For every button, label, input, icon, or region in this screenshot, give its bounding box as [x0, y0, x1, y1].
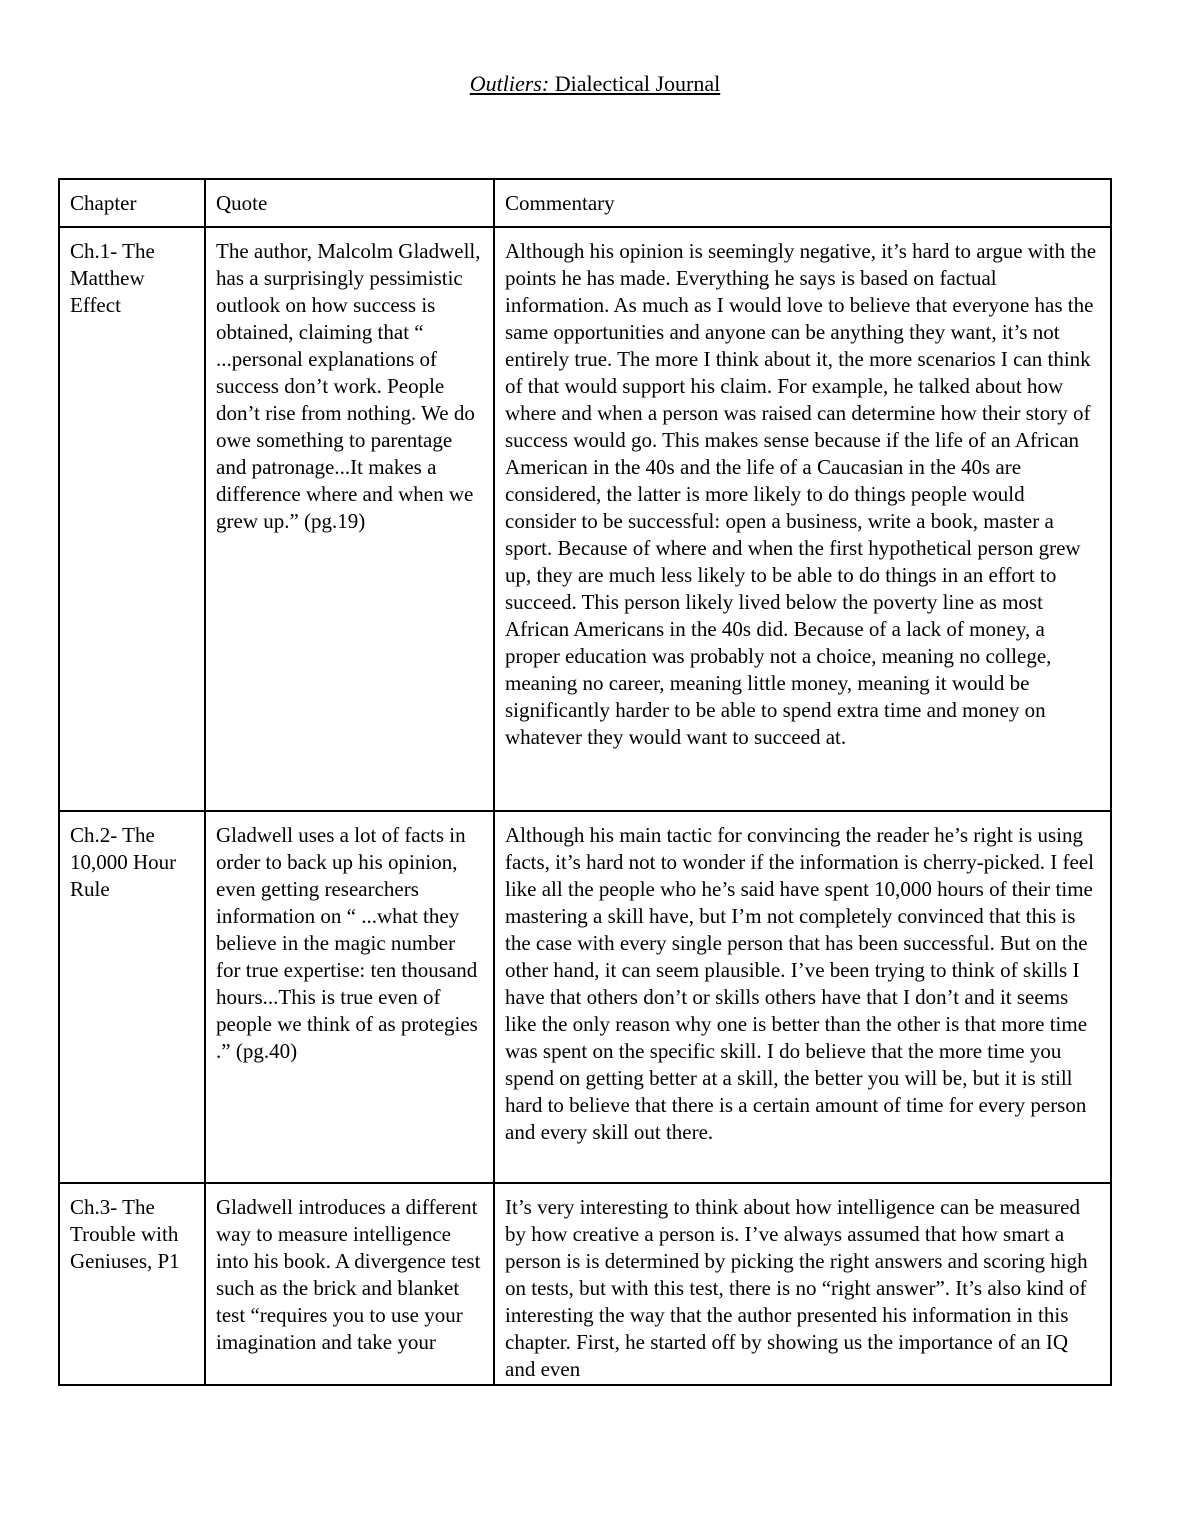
journal-table — [58, 178, 1112, 1386]
chapter-cell: Ch.1- The Matthew Effect — [59, 227, 205, 811]
commentary-cell: Although his main tactic for convincing the reader he’s right is using facts, it’s hard not to wonder if the information is cherry-picked. I feel like all the people who he’s said have spent 10,000 hours of their time mastering a skill have, but I’m not completely convinced that this is the case with every single person that has been successful. But on the other hand, it can seem plausible. I’ve been trying to think of skills I have that others don’t or skills others have that I don’t and it seems like the only reason why one is better than the other is that more time was spent on the specific skill. I do believe that the more time you spend on getting better at a skill, the better you will be, but it is still hard to believe that there is a certain amount of time for every person and every skill out there. — [494, 811, 1111, 1183]
header-quote: Quote — [205, 179, 494, 227]
table-row — [59, 811, 1111, 1183]
commentary-cell: Although his opinion is seemingly negative, it’s hard to argue with the points he has made. Everything he says is based on factual information. As much as I would love to believe that everyone has the same opportunities and anyone can be anything they want, it’s not entirely true. The more I think about it, the more scenarios I can think of that would support his claim. For example, he talked about how where and when a person was raised can determine how their story of success would go. This makes sense because if the life of an African American in the 40s and the life of a Caucasian in the 40s are considered, the latter is more likely to do things people would consider to be successful: open a business, write a book, master a sport. Because of where and when the first hypothetical person grew up, they are much less likely to be able to do things in an effort to succeed. This person likely lived below the poverty line as most African Americans in the 40s did. Because of a lack of money, a proper education was probably not a choice, meaning no college, meaning no career, meaning little money, meaning it would be significantly harder to be able to spend extra time and money on whatever they would want to succeed at. — [494, 227, 1111, 811]
chapter-cell: Ch.3- The Trouble with Geniuses, P1 — [59, 1183, 205, 1385]
table-row — [59, 227, 1111, 811]
header-commentary: Commentary — [494, 179, 1111, 227]
quote-cell: The author, Malcolm Gladwell, has a surprisingly pessimistic outlook on how success is obtained, claiming that “ ...personal explanations of success don’t work. People don’t rise from nothing. We do owe something to parentage and patronage...It makes a difference where and when we grew up.” (pg.19) — [205, 227, 494, 811]
chapter-cell: Ch.2- The 10,000 Hour Rule — [59, 811, 205, 1183]
page-title — [0, 70, 1190, 98]
quote-cell: Gladwell introduces a different way to measure intelligence into his book. A divergence test such as the brick and blanket test “requires you to use your imagination and take your — [205, 1183, 494, 1385]
table-row — [59, 1183, 1111, 1385]
header-chapter: Chapter — [59, 179, 205, 227]
commentary-cell: It’s very interesting to think about how intelligence can be measured by how creative a person is. I’ve always assumed that how smart a person is is determined by picking the right answers and scoring high on tests, but with this test, there is no “right answer”. It’s also kind of interesting the way that the author presented his information in this chapter. First, he started off by showing us the importance of an IQ and even — [494, 1183, 1111, 1385]
book-title: Outliers: — [469, 71, 550, 96]
title-rest: Dialectical Journal — [549, 71, 721, 96]
table-header-row — [59, 179, 1111, 227]
quote-cell: Gladwell uses a lot of facts in order to back up his opinion, even getting researchers information on “ ...what they believe in the magic number for true expertise: ten thousand hours...This is true even of people we think of as protegies .” (pg.40) — [205, 811, 494, 1183]
